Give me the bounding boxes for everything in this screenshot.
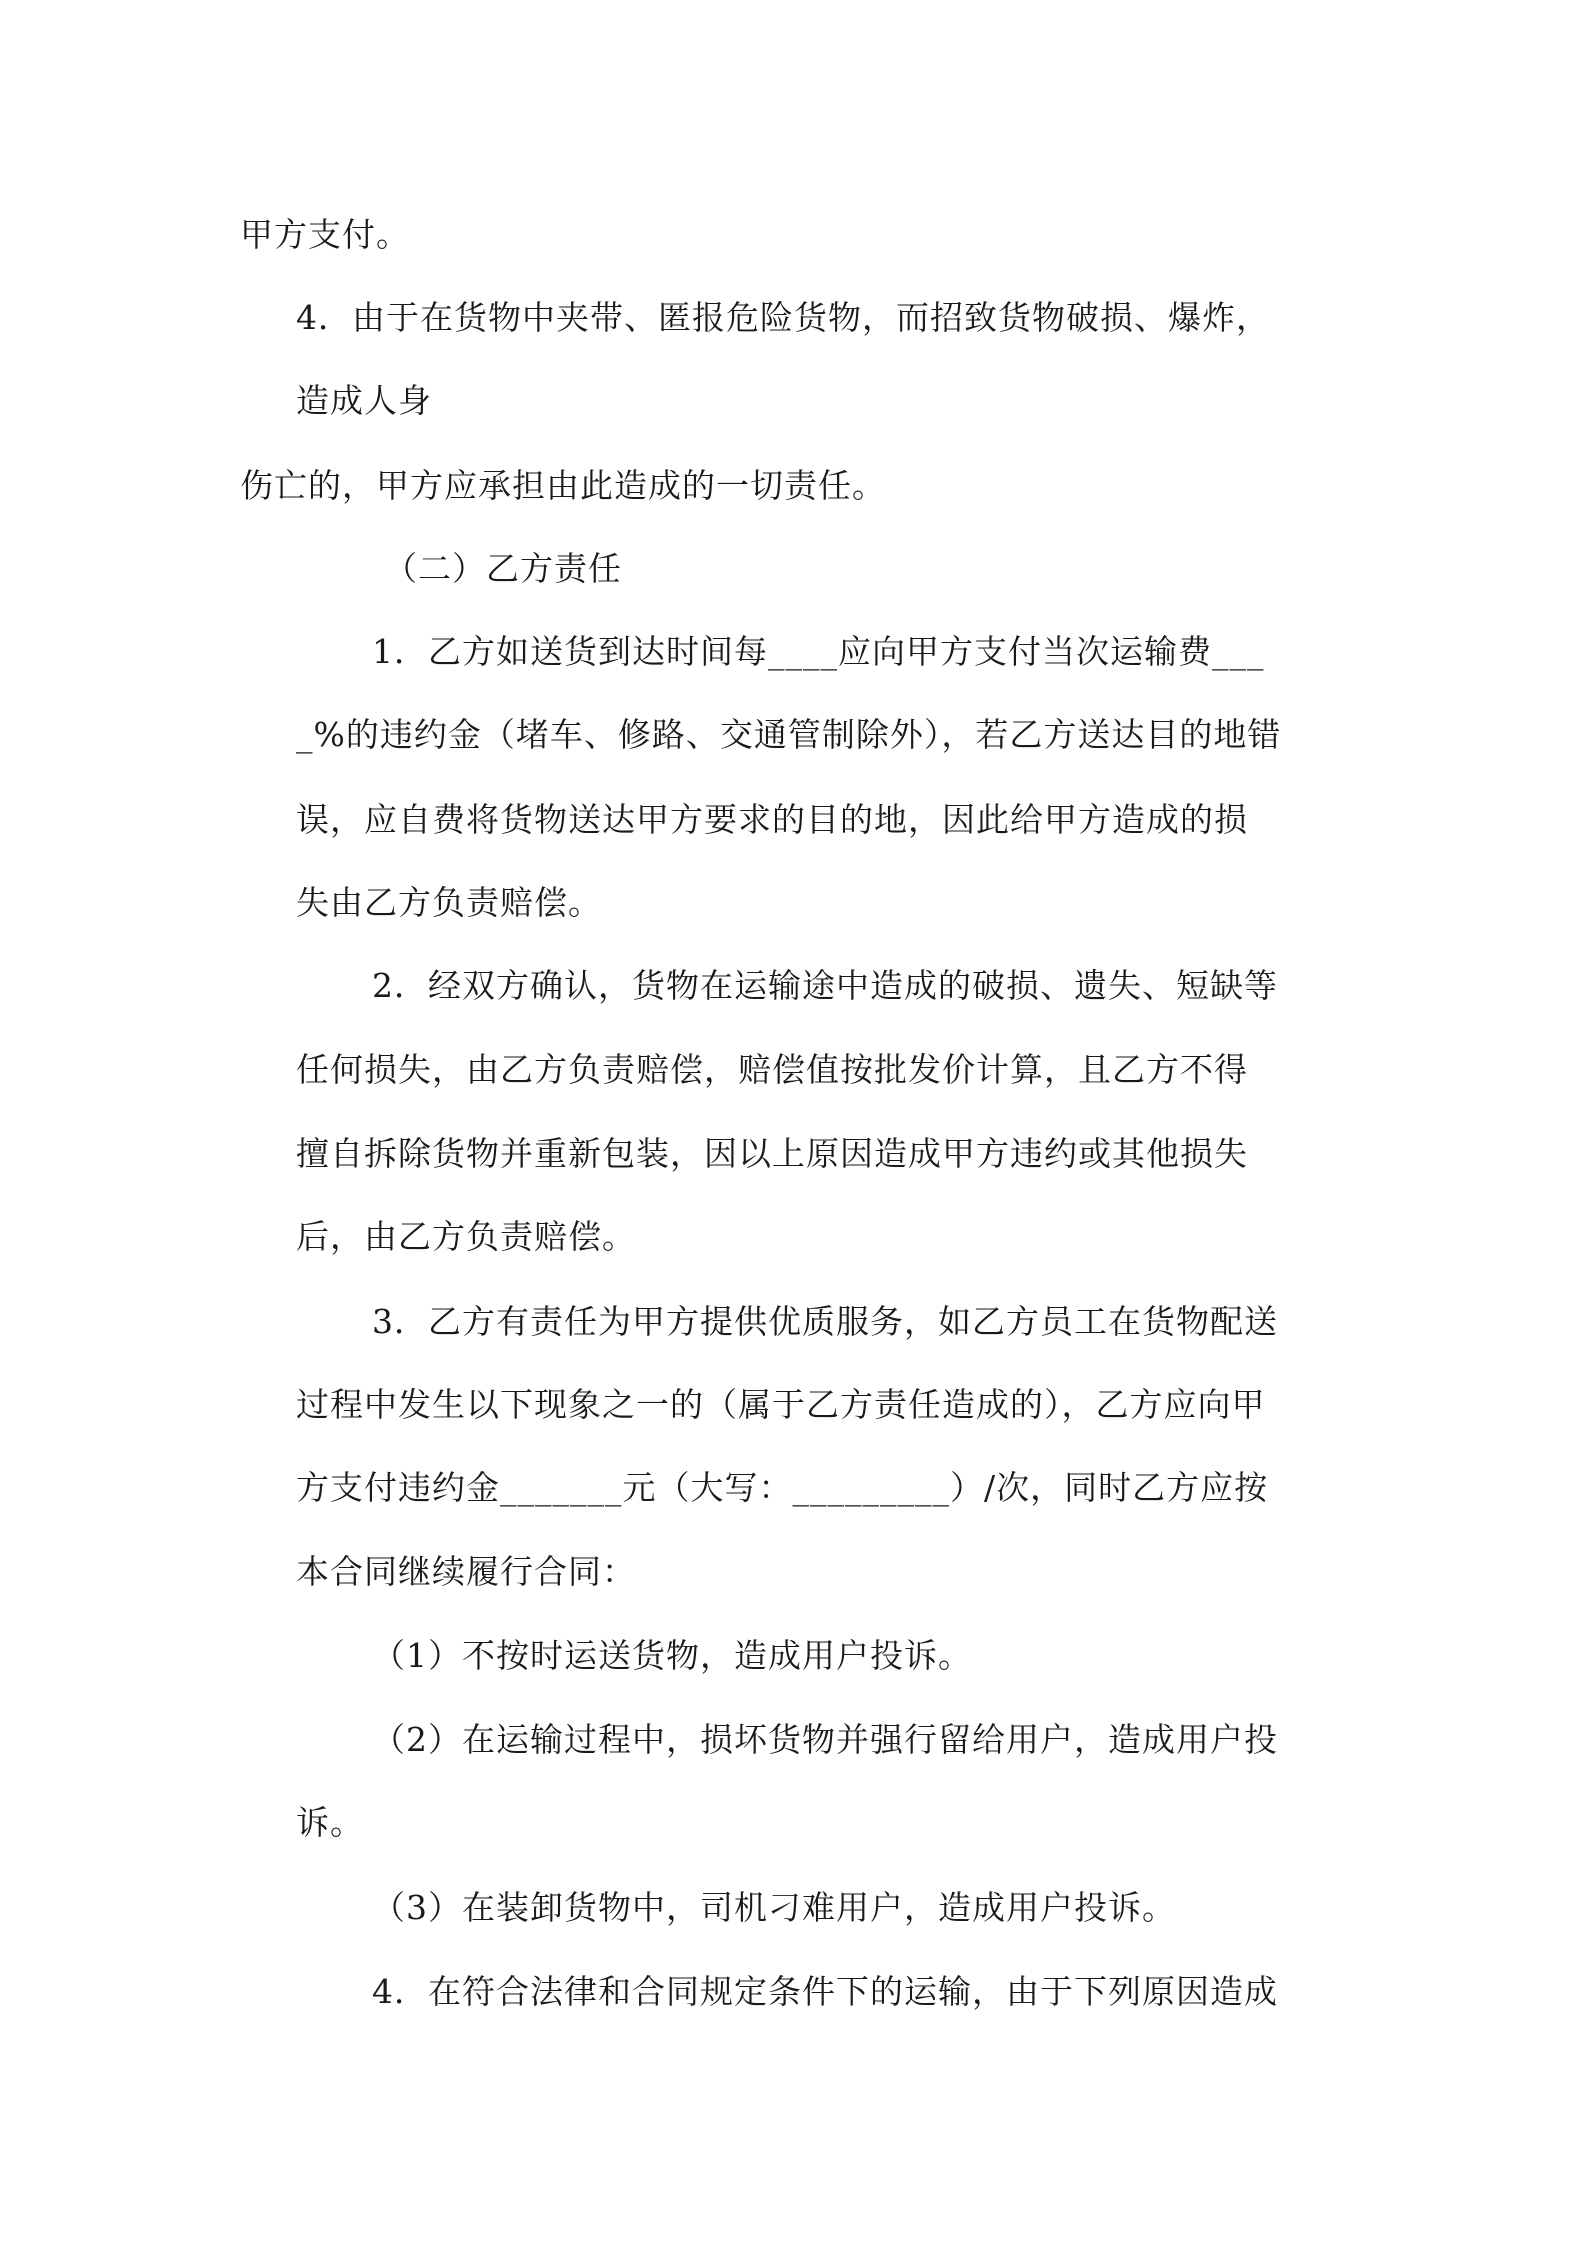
text-line: 3．乙方有责任为甲方提供优质服务，如乙方员工在货物配送 bbox=[372, 1302, 1278, 1341]
text-line: 擅自拆除货物并重新包装，因以上原因造成甲方违约或其他损失 bbox=[296, 1134, 1248, 1173]
text-line: 2．经双方确认，货物在运输途中造成的破损、遗失、短缺等 bbox=[372, 966, 1278, 1005]
text-line: _%的违约金（堵车、修路、交通管制除外），若乙方送达目的地错 bbox=[296, 715, 1282, 754]
text-line: 过程中发生以下现象之一的（属于乙方责任造成的），乙方应向甲 bbox=[296, 1385, 1266, 1424]
text-line: 伤亡的，甲方应承担由此造成的一切责任。 bbox=[240, 466, 886, 505]
text-line: （3）在装卸货物中，司机刁难用户，造成用户投诉。 bbox=[372, 1888, 1176, 1927]
text-line: 4．在符合法律和合同规定条件下的运输，由于下列原因造成 bbox=[372, 1972, 1278, 2011]
text-line: 造成人身 bbox=[296, 381, 432, 420]
text-line: 误，应自费将货物送达甲方要求的目的地，因此给甲方造成的损 bbox=[296, 800, 1248, 839]
text-line: （2）在运输过程中，损坏货物并强行留给用户，造成用户投 bbox=[372, 1720, 1278, 1759]
text-line: 后，由乙方负责赔偿。 bbox=[296, 1217, 636, 1256]
text-line: （1）不按时运送货物，造成用户投诉。 bbox=[372, 1636, 972, 1675]
section-heading: （二）乙方责任 bbox=[384, 549, 622, 588]
text-line: 方支付违约金_______元（大写：_________）/次，同时乙方应按 bbox=[296, 1468, 1269, 1507]
text-line: 甲方支付。 bbox=[240, 215, 410, 254]
text-line: 任何损失，由乙方负责赔偿，赔偿值按批发价计算，且乙方不得 bbox=[296, 1050, 1248, 1089]
text-line: 诉。 bbox=[296, 1803, 364, 1842]
text-line: 失由乙方负责赔偿。 bbox=[296, 883, 602, 922]
text-line: 1．乙方如送货到达时间每____应向甲方支付当次运输费___ bbox=[372, 632, 1265, 671]
text-line: 本合同继续履行合同： bbox=[296, 1552, 636, 1591]
text-line: 4．由于在货物中夹带、匿报危险货物，而招致货物破损、爆炸， bbox=[296, 298, 1270, 337]
